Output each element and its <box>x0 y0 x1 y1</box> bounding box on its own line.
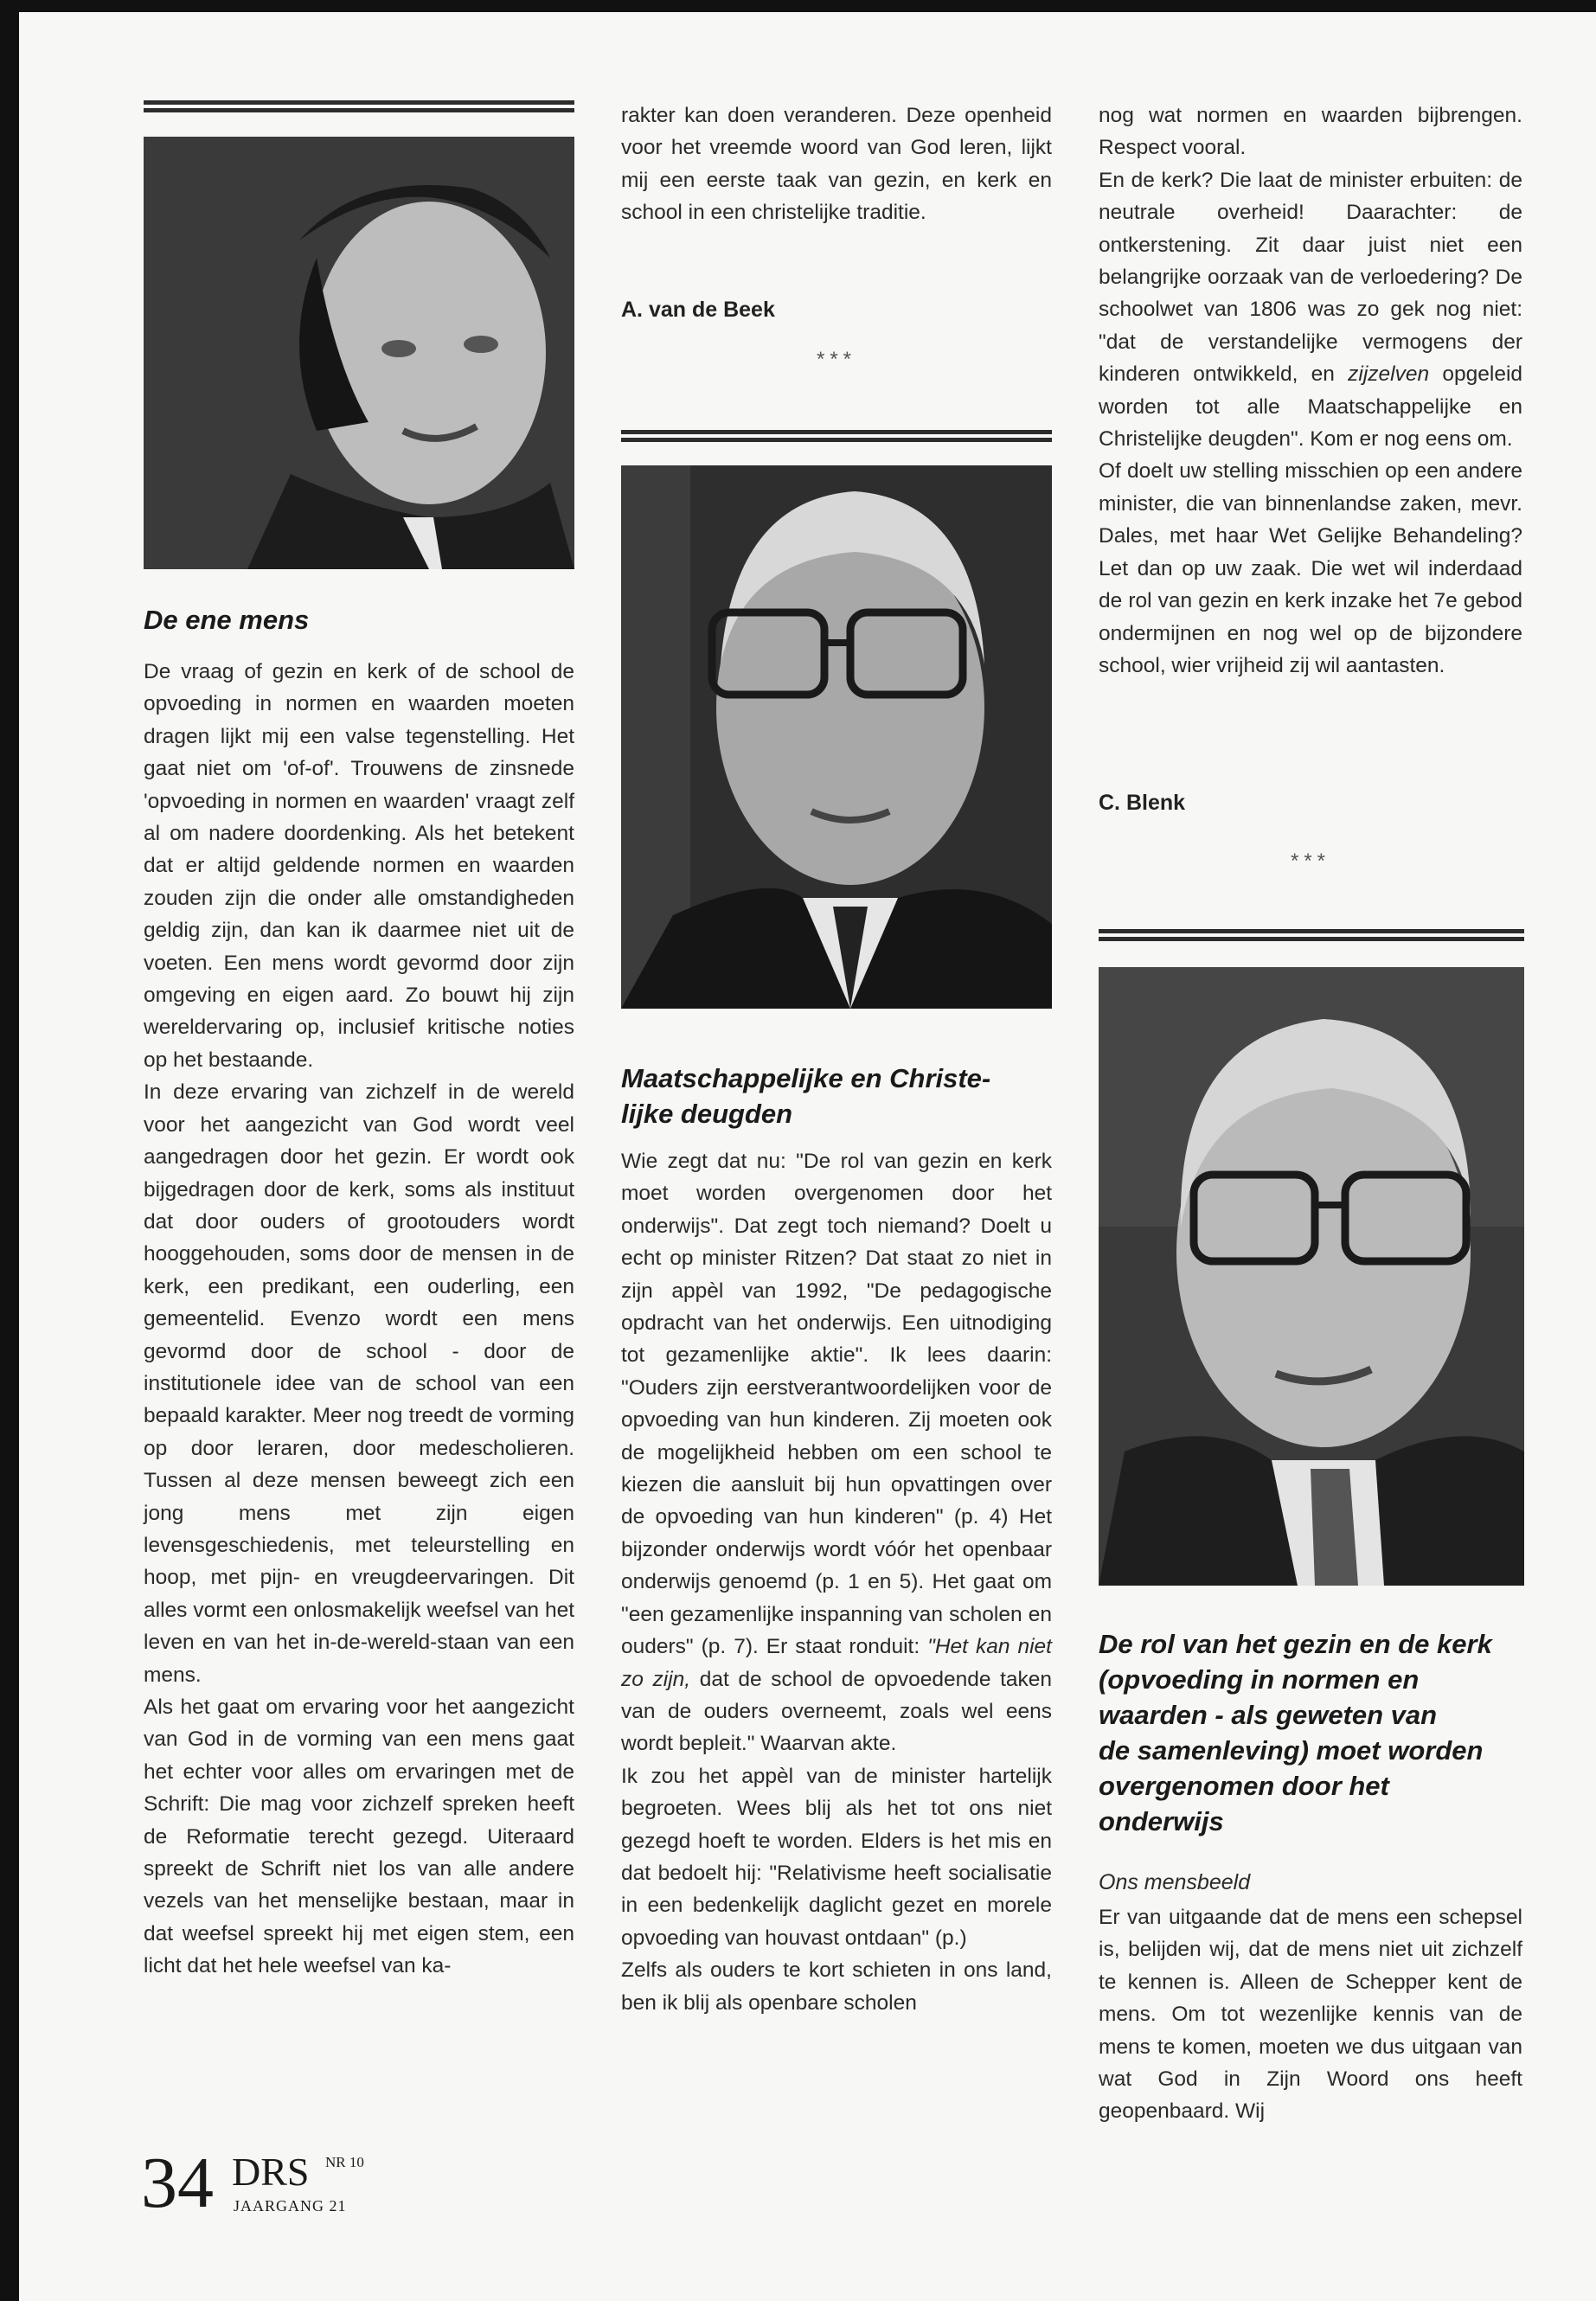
column2-separator-stars: *** <box>816 348 857 371</box>
column2-body-top <box>621 99 1052 229</box>
column3-signature: C. Blenk <box>1099 791 1186 815</box>
column1-photo <box>144 137 574 569</box>
page-number: 34 <box>141 2143 214 2223</box>
column3-body <box>1099 1901 1522 2128</box>
column3-heading-line: (opvoeding in normen en <box>1099 1664 1420 1695</box>
issue-number: NR 10 <box>325 2154 364 2170</box>
column1-paragraph: In deze ervaring van zichzelf in de wereld voor het aangezicht van God wordt veel aangedragen door het gezin. Er wordt ook bijgedragen door de kerk, soms als instituut dat door ouders of grootouders wordt hooggehouden, soms door de mensen in de kerk, een predikant, een ouderling, een gemeentelid. Evenzo wordt een mens gevormd door de school - door de institutionele idee van de school van een bepaald karakter. Meer nog treedt de vorming op door leraren, door medescholieren. Tussen al deze mensen beweegt zich een jong mens met zijn eigen levensgeschiedenis, met teleurstelling en hoop, met pijn- en vreugdeervaringen. Dit alles vormt een onlosmakelijk weefsel van het leven en van het in-de-wereld-staan van een mens. <box>144 1080 574 1687</box>
column2-paragraph <box>621 1145 1052 1760</box>
magazine-title: DRS <box>232 2150 310 2194</box>
column3-photo <box>1099 967 1524 1586</box>
column3-heading-line: waarden - als geweten van <box>1099 1700 1438 1730</box>
column2-paragraph: Ik zou het appèl van de minister hartelijk begroeten. Wees blij als het tot ons niet gezegd hoeft te worden. Elders is het mis en dat bedoelt hij: "Relativisme heeft socialisatie in een bedenkelijk daglicht gezet en morele opvoeding van houvast ontdaan" (p.) <box>621 1764 1052 1950</box>
column3-heading-line: De rol van het gezin en de kerk <box>1099 1629 1492 1659</box>
column3-heading-line: overgenomen door het <box>1099 1771 1389 1801</box>
column3-italic-word: zijzelven <box>1348 362 1430 387</box>
column3-paragraph: Er van uitgaande dat de mens een schepsel is, belijden wij, dat de mens niet uit zichzelf te kennen is. Alleen de Schepper kent de mens. Om tot wezenlijke kennis van de mens te komen, moeten we dus uitgaan van wat God in Zijn Woord ons heeft geopenbaard. Wij <box>1099 1906 1522 2124</box>
volume-label: JAARGANG 21 <box>234 2197 347 2214</box>
column2-paragraph: rakter kan doen veranderen. Deze openheid voor het vreemde woord van God leren, lijkt mij een eerste taak van gezin, en kerk en school in een christelijke traditie. <box>621 104 1052 225</box>
column2-photo <box>621 465 1052 1009</box>
column2-heading-line: lijke deugden <box>621 1099 793 1129</box>
column1-body <box>144 656 574 1983</box>
column3-heading <box>1099 1626 1531 1839</box>
column2-heading-line: Maatschappelijke en Christe- <box>621 1063 991 1093</box>
column3-heading-line: onderwijs <box>1099 1806 1224 1836</box>
column3-paragraph <box>1099 164 1522 456</box>
column3-rule <box>1099 929 1524 941</box>
column2-text: Wie zegt dat nu: "De rol van gezin en kerk moet worden overgenomen door het onderwijs". Dat zegt toch niemand? Doelt u echt op minister Ritzen? Dat staat zo niet in zijn appèl van 1992, "De pedagogische opdracht van het onderwijs. Een uitnodiging tot gezamenlijke aktie". Ik lees daarin: "Ouders zijn eerstverantwoordelijken voor de opvoeding van hun kinderen. Zij moeten ook de mogelijkheid hebben om een school te kiezen die aansluit bij hun opvattingen over de opvoeding van hun kinderen" (p. 4) Het bijzonder onderwijs wordt vóór het openbaar onderwijs genoemd (p. 1 en 5). Het gaat om "een gezamenlijke inspanning van scholen en ouders" (p. 7). Er staat ronduit: <box>621 1150 1052 1659</box>
column3-text: En de kerk? Die laat de minister erbuiten: de neutrale overheid! Daarachter: de ontkerstening. Zit daar juist niet een belangrijke oorzaak van de verloedering? De schoolwet van 1806 was zo gek nog niet: "dat de verstandelijke vermogens der kinderen ontwikkeld, en <box>1099 168 1522 387</box>
column1-top-rule <box>144 100 574 112</box>
column3-body-top <box>1099 99 1522 682</box>
column3-heading-line: de samenleving) moet worden <box>1099 1735 1484 1766</box>
scan-edge-top <box>0 0 1596 12</box>
column2-body <box>621 1145 1052 2019</box>
column2-rule <box>621 430 1052 442</box>
column3-subheading: Ons mensbeeld <box>1099 1870 1251 1894</box>
column3-paragraph: nog wat normen en waarden bijbrengen. Respect vooral. <box>1099 104 1522 160</box>
column2-paragraph: Zelfs als ouders te kort schieten in ons land, ben ik blij als openbare scholen <box>621 1958 1052 2015</box>
column2-italic-quote: "Het kan niet zo zijn, <box>621 1635 1052 1691</box>
column1-paragraph: Als het gaat om ervaring voor het aangezicht van God in de vorming van een mens gaat het echter voor alles om ervaringen met de Schrift: Die mag voor zichzelf spreken heeft de Reformatie terecht gezegd. Uiteraard spreekt de Schrift niet los van alle andere vezels van het menselijke bestaan, maar in dat weefsel spreekt hij met eigen stem, een licht dat het hele weefsel van ka- <box>144 1695 574 1978</box>
column3-text-rest: opgeleid worden tot alle Maatschappelijke en Christelijke deugden". Kom er nog eens om. <box>1099 362 1523 452</box>
column1-paragraph: De vraag of gezin en kerk of de school de opvoeding in normen en waarden moeten dragen lijkt mij een valse tegenstelling. Het gaat niet om 'of-of'. Trouwens de zinsnede 'opvoeding in normen en waarden' vraagt zelf al om nadere doordenking. Als het betekent dat er altijd geldende normen en waarden zouden zijn die onder alle omstandigheden geldig zijn, dan kan ik daarmee niet uit de voeten. Een mens wordt gevormd door zijn omgeving en eigen aard. Zo bouwt hij zijn wereldervaring op, inclusief kritische noties op het bestaande. <box>144 660 574 1072</box>
column2-signature: A. van de Beek <box>621 298 775 322</box>
column2-quote-rest: dat de school de opvoedende taken van de ouders overneemt, zoals wel eens wordt bepleit." Waarvan akte. <box>621 1667 1052 1756</box>
column3-separator-stars: *** <box>1290 849 1331 873</box>
column1-heading: De ene mens <box>144 605 310 635</box>
column3-paragraph: Of doelt uw stelling misschien op een andere minister, die van binnenlandse zaken, mevr. Dales, met haar Wet Gelijke Behandeling? Let dan op uw zaak. Die wet wil inderdaad de rol van gezin en kerk inzake het 7e gebod ondermijnen en nog wel op de bijzondere school, wier vrijheid zij wil aantasten. <box>1099 459 1522 677</box>
column2-heading <box>621 1061 1052 1131</box>
scan-edge-left <box>0 0 19 2301</box>
